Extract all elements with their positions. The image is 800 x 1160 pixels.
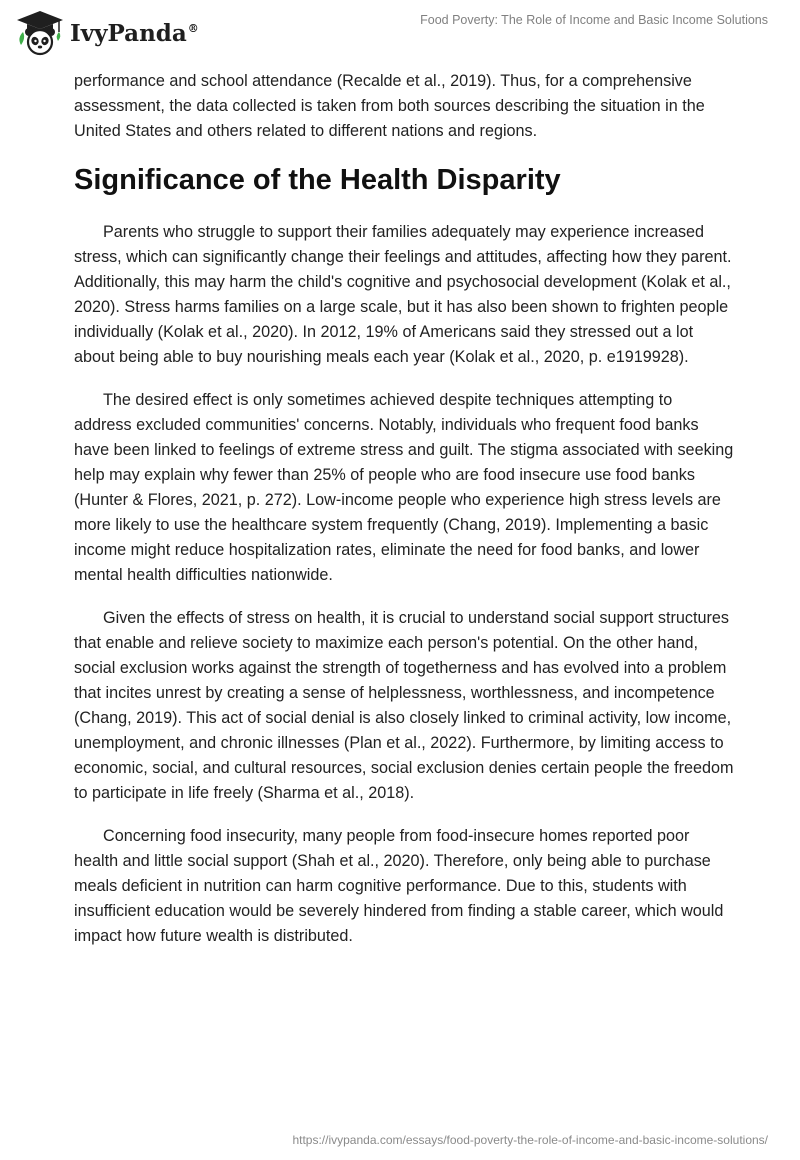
- brand-name: IvyPanda®: [70, 19, 199, 47]
- panda-graduate-icon: [14, 8, 66, 56]
- body-paragraph: Parents who struggle to support their families adequately may experience increased stress, which can significantly change their feelings and attitudes, affecting how they parent. Additionally, this may harm the child's cognitive and psychosocial development (Kolak et al., 2020). Stress harms families on a large scale, but it has also been shown to frighten people individually (Kolak et al., 2020). In 2012, 19% of Americans said they stressed out a lot about being able to buy nourishing meals each year (Kolak et al., 2020, p. e1919928).: [74, 223, 732, 366]
- section-heading: Significance of the Health Disparity: [74, 164, 561, 196]
- page-header: [0, 0, 800, 66]
- body-paragraph: The desired effect is only sometimes achieved despite techniques attempting to address excluded communities' concerns. Notably, individuals who frequent food banks have been linked to feelings of extreme stress and guilt. The stigma associated with seeking help may explain why fewer than 25% of people who are food insecure use food banks (Hunter & Flores, 2021, p. 272). Low-income people who experience high stress levels are more likely to use the healthcare system frequently (Chang, 2019). Implementing a basic income might reduce hospitalization rates, eliminate the need for food banks, and lower mental health difficulties nationwide.: [74, 391, 734, 584]
- ivypanda-logo[interactable]: [14, 8, 199, 56]
- essay-body: [74, 69, 734, 967]
- body-paragraph: Concerning food insecurity, many people from food-insecure homes reported poor health and little social support (Shah et al., 2020). Therefore, only being able to purchase meals deficient in nutrition can harm cognitive performance. Due to this, students with insufficient education would be severely hindered from finding a stable career, which would impact how future wealth is distributed.: [74, 827, 724, 945]
- document-title: Food Poverty: The Role of Income and Basic Income Solutions: [420, 13, 768, 27]
- source-url[interactable]: https://ivypanda.com/essays/food-poverty-the-role-of-income-and-basic-income-solutions/: [292, 1133, 768, 1147]
- registered-mark: ®: [187, 21, 199, 35]
- body-paragraph: Given the effects of stress on health, it is crucial to understand social support structures that enable and relieve society to maximize each person's potential. On the other hand, social exclusion works against the strength of togetherness and has evolved into a problem that incites unrest by creating a sense of helplessness, worthlessness, and incompetence (Chang, 2019). This act of social denial is also closely linked to criminal activity, low income, unemployment, and chronic illnesses (Plan et al., 2022). Furthermore, by limiting access to economic, social, and cultural resources, social exclusion denies certain people the freedom to participate in life freely (Sharma et al., 2018).: [74, 609, 734, 802]
- intro-paragraph: performance and school attendance (Recalde et al., 2019). Thus, for a comprehensive assessment, the data collected is taken from both sources describing the situation in the United States and others related to different nations and regions.: [74, 72, 705, 140]
